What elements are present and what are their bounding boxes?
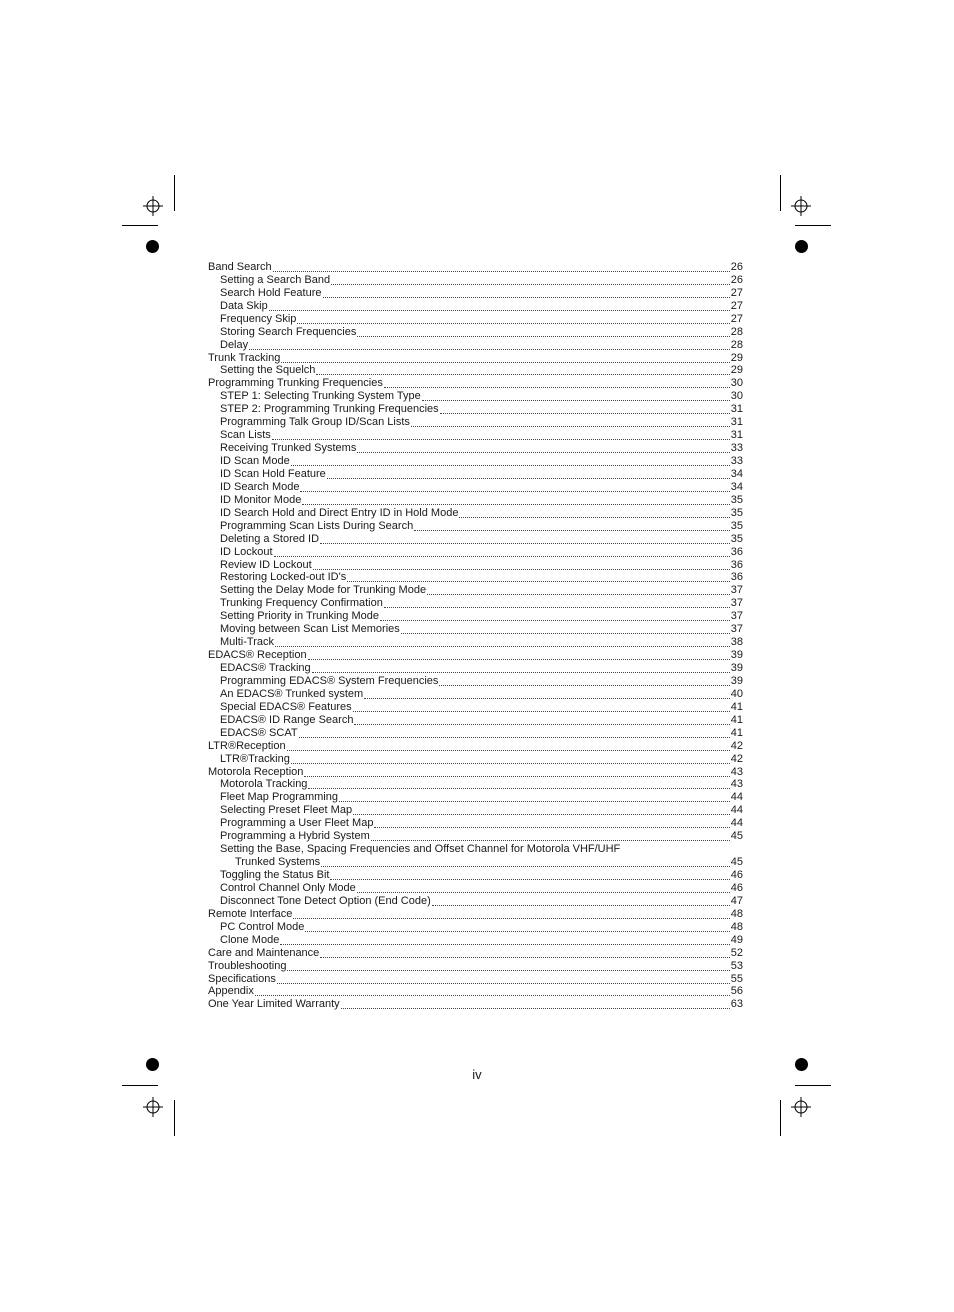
dot-leader [249,349,730,350]
toc-entry-page: 38 [730,636,743,649]
dot-leader [269,310,730,311]
dot-leader [302,504,729,505]
dot-leader [440,413,730,414]
toc-entry-page: 49 [730,933,743,946]
toc-entry-title: EDACS® ID Range Search [220,713,354,726]
dot-leader [401,633,730,634]
toc-entry-page: 35 [730,532,743,545]
toc-entry-page: 56 [730,985,743,998]
toc-entry[interactable] [208,494,743,507]
toc-entry[interactable] [208,584,743,597]
toc-entry-title: PC Control Mode [220,920,305,933]
dot-leader [357,892,730,893]
toc-entry-title: LTR®Tracking [220,752,290,765]
dot-leader [331,284,730,285]
toc-entry-title: EDACS® Reception [208,649,307,662]
dot-leader [299,737,730,738]
toc-entry-title: Remote Interface [208,907,293,920]
toc-entry[interactable] [208,416,743,429]
dot-leader [459,517,729,518]
toc-entry-title: Programming a User Fleet Map [220,817,374,830]
toc-entry-title: Delay [220,338,249,351]
toc-entry[interactable] [208,455,743,468]
dot-leader [274,556,730,557]
dot-leader [272,439,730,440]
toc-entry[interactable] [208,610,743,623]
toc-entry-page: 45 [730,856,743,869]
dot-leader [275,646,730,647]
toc-entry[interactable] [208,921,743,934]
toc-entry-title: Band Search [208,260,272,273]
toc-entry-page: 43 [730,778,743,791]
dot-leader [293,918,729,919]
toc-entry-page: 55 [730,972,743,985]
toc-entry[interactable] [208,947,743,960]
page-number: iv [472,1067,482,1082]
toc-entry[interactable] [208,339,743,352]
toc-entry[interactable] [208,481,743,494]
toc-entry[interactable] [208,662,743,675]
dot-leader [287,750,730,751]
toc-entry[interactable] [208,468,743,481]
toc-entry[interactable] [208,636,743,649]
toc-entry[interactable] [208,817,743,830]
dot-leader [297,323,729,324]
dot-leader [380,620,730,621]
dot-leader [353,711,730,712]
toc-entry[interactable] [208,261,743,274]
toc-entry[interactable] [208,649,743,662]
toc-entry-page: 44 [730,791,743,804]
toc-entry-title: Search Hold Feature [220,286,322,299]
toc-entry-title: Trunked Systems [235,856,321,869]
toc-entry-page: 31 [730,429,743,442]
dot-leader [320,543,730,544]
toc-entry-title: Multi-Track [220,636,274,649]
toc-entry-page: 48 [730,907,743,920]
toc-entry[interactable] [208,377,743,390]
dot-leader [347,581,730,582]
dot-leader [316,374,729,375]
toc-entry-title: STEP 1: Selecting Trunking System Type [220,390,421,403]
dot-leader [255,995,730,996]
registration-target-icon [143,1097,163,1117]
dot-leader [384,607,730,608]
toc-entry-title: ID Lockout [220,545,273,558]
toc-entry-page: 27 [730,312,743,325]
toc-entry-title: ID Monitor Mode [220,493,302,506]
toc-entry-page: 39 [730,674,743,687]
toc-entry[interactable] [208,869,743,882]
toc-entry-page: 44 [730,804,743,817]
toc-entry-page: 28 [730,325,743,338]
toc-entry-title: Clone Mode [220,933,280,946]
toc-entry-title: Motorola Tracking [220,778,308,791]
toc-entry[interactable] [208,507,743,520]
dot-leader [300,491,729,492]
toc-entry-title: Troubleshooting [208,959,287,972]
toc-entry-title: Moving between Scan List Memories [220,623,400,636]
dot-leader [308,788,729,789]
toc-entry[interactable] [208,313,743,326]
toc-entry-page: 46 [730,869,743,882]
toc-entry-title: Setting the Squelch [220,364,316,377]
toc-entry-title: Setting the Delay Mode for Trunking Mode [220,584,427,597]
toc-entry-title: Care and Maintenance [208,946,320,959]
toc-entry[interactable] [208,623,743,636]
dot-leader [341,1008,730,1009]
toc-entry-title: Setting a Search Band [220,273,331,286]
toc-entry-page: 39 [730,662,743,675]
registration-dot-icon [146,240,159,253]
toc-entry[interactable] [208,390,743,403]
dot-leader [371,840,730,841]
dot-leader [364,698,730,699]
toc-entry[interactable] [208,895,743,908]
toc-entry[interactable] [208,546,743,559]
toc-entry-page: 33 [730,442,743,455]
toc-entry[interactable] [208,352,743,365]
toc-entry-page: 26 [730,273,743,286]
toc-entry-title: Restoring Locked-out ID's [220,571,347,584]
toc-entry[interactable] [208,960,743,973]
toc-entry[interactable] [208,973,743,986]
toc-entry-page: 29 [730,364,743,377]
toc-entry[interactable] [208,882,743,895]
toc-entry[interactable] [208,779,743,792]
registration-dot-icon [795,240,808,253]
toc-entry-page: 40 [730,687,743,700]
toc-entry-page: 39 [730,649,743,662]
toc-entry-title: EDACS® SCAT [220,726,298,739]
toc-entry-page: 34 [730,467,743,480]
toc-entry[interactable] [208,998,743,1011]
toc-entry-title: Specifications [208,972,276,985]
dot-leader [357,452,729,453]
dot-leader [320,957,729,958]
toc-entry[interactable] [208,714,743,727]
toc-entry-title: Fleet Map Programming [220,791,338,804]
dot-leader [321,866,730,867]
toc-entry-title: Special EDACS® Features [220,700,352,713]
toc-entry-title: Scan Lists [220,429,271,442]
toc-entry[interactable] [208,429,743,442]
toc-entry-page: 27 [730,299,743,312]
toc-entry-title: Trunking Frequency Confirmation [220,597,383,610]
toc-entry-page: 46 [730,881,743,894]
toc-entry-page: 63 [730,998,743,1011]
toc-entry-title: Programming Talk Group ID/Scan Lists [220,416,410,429]
toc-entry-title: Setting Priority in Trunking Mode [220,610,379,623]
toc-entry-title: Programming a Hybrid System [220,830,370,843]
dot-leader [308,659,730,660]
registration-target-icon [791,196,811,216]
toc-entry-page: 33 [730,455,743,468]
toc-entry[interactable] [208,300,743,313]
dot-leader [305,931,729,932]
dot-leader [374,827,729,828]
toc-entry[interactable] [208,533,743,546]
toc-entry-page: 36 [730,545,743,558]
toc-entry[interactable] [208,934,743,947]
toc-entry-page: 37 [730,597,743,610]
toc-entry[interactable] [208,791,743,804]
toc-entry[interactable] [208,365,743,378]
toc-entry-page: 36 [730,558,743,571]
dot-leader [291,465,730,466]
toc-entry[interactable] [208,559,743,572]
dot-leader [280,944,729,945]
toc-entry[interactable] [208,856,743,869]
toc-entry-page: 26 [730,260,743,273]
toc-entry-title: Programming Trunking Frequencies [208,377,383,390]
toc-entry[interactable] [208,287,743,300]
toc-entry[interactable] [208,688,743,701]
dot-leader [327,478,730,479]
dot-leader [432,905,730,906]
toc-entry-page: 47 [730,894,743,907]
toc-entry-page: 42 [730,752,743,765]
toc-entry-title: Disconnect Tone Detect Option (End Code) [220,894,431,907]
toc-entry[interactable] [208,274,743,287]
toc-entry[interactable] [208,908,743,921]
toc-entry-title: Toggling the Status Bit [220,869,330,882]
toc-entry-page: 43 [730,765,743,778]
toc-entry-title: Deleting a Stored ID [220,532,320,545]
dot-leader [357,336,729,337]
toc-entry-page: 30 [730,377,743,390]
toc-entry-title: EDACS® Tracking [220,662,311,675]
toc-entry[interactable] [208,701,743,714]
toc-entry-page: 37 [730,610,743,623]
toc-entry-page: 27 [730,286,743,299]
dot-leader [353,814,730,815]
dot-leader [287,970,729,971]
registration-target-icon [791,1097,811,1117]
toc-entry-title: One Year Limited Warranty [208,998,340,1011]
toc-entry-page: 35 [730,519,743,532]
toc-entry[interactable] [208,520,743,533]
toc-entry-page: 35 [730,506,743,519]
dot-leader [304,776,729,777]
toc-entry[interactable] [208,843,743,856]
toc-entry-title: An EDACS® Trunked system [220,687,364,700]
toc-entry-title: Control Channel Only Mode [220,881,356,894]
toc-entry-page: 45 [730,830,743,843]
toc-entry[interactable] [208,804,743,817]
dot-leader [277,983,730,984]
toc-entry-title: Frequency Skip [220,312,297,325]
toc-entry-title: ID Scan Hold Feature [220,467,326,480]
toc-entry[interactable] [208,830,743,843]
toc-entry[interactable] [208,442,743,455]
toc-entry-page: 41 [730,700,743,713]
toc-entry-title: Storing Search Frequencies [220,325,357,338]
toc-entry-page: 42 [730,739,743,752]
toc-entry-title: Receiving Trunked Systems [220,442,357,455]
toc-entry-page: 41 [730,726,743,739]
toc-entry-page: 31 [730,416,743,429]
toc-entry-title: ID Search Mode [220,480,300,493]
toc-entry-title: Review ID Lockout [220,558,312,571]
dot-leader [273,271,730,272]
toc-entry-page: 48 [730,920,743,933]
dot-leader [291,763,730,764]
toc-entry-title: Appendix [208,985,254,998]
toc-entry-title: Selecting Preset Fleet Map [220,804,353,817]
toc-entry[interactable] [208,403,743,416]
toc-entry-page: 34 [730,480,743,493]
dot-leader [313,569,730,570]
toc-entry-title: ID Search Hold and Direct Entry ID in Hold Mode [220,506,459,519]
dot-leader [414,530,730,531]
dot-leader [330,879,729,880]
dot-leader [312,672,730,673]
toc-entry[interactable] [208,597,743,610]
toc-entry-page: 28 [730,338,743,351]
toc-entry-page: 37 [730,623,743,636]
toc-entry[interactable] [208,727,743,740]
toc-entry-page: 44 [730,817,743,830]
toc-entry-page: 41 [730,713,743,726]
registration-target-icon [143,196,163,216]
toc-entry-title: Programming Scan Lists During Search [220,519,414,532]
toc-entry-title: Setting the Base, Spacing Frequencies and Offset Channel for Motorola VHF/UHF [220,843,621,856]
dot-leader [354,724,729,725]
toc-entry-title: LTR®Reception [208,739,286,752]
dot-leader [384,387,730,388]
toc-entry-page: 31 [730,403,743,416]
table-of-contents [208,261,743,1011]
toc-entry[interactable] [208,766,743,779]
toc-entry-title: Programming EDACS® System Frequencies [220,674,439,687]
toc-entry[interactable] [208,753,743,766]
toc-entry-title: Trunk Tracking [208,351,281,364]
toc-entry-title: ID Scan Mode [220,455,290,468]
dot-leader [339,801,730,802]
toc-entry-title: STEP 2: Programming Trunking Frequencies [220,403,439,416]
toc-entry[interactable] [208,572,743,585]
toc-entry-page: 35 [730,493,743,506]
dot-leader [439,685,729,686]
toc-entry-title: Motorola Reception [208,765,304,778]
toc-entry[interactable] [208,675,743,688]
toc-entry-page: 37 [730,584,743,597]
toc-entry[interactable] [208,740,743,753]
toc-entry-page: 30 [730,390,743,403]
toc-entry-page: 52 [730,946,743,959]
dot-leader [281,362,729,363]
toc-entry[interactable] [208,326,743,339]
toc-entry-page: 29 [730,351,743,364]
dot-leader [427,594,730,595]
dot-leader [422,400,730,401]
dot-leader [323,297,730,298]
toc-entry-page: 53 [730,959,743,972]
toc-entry[interactable] [208,986,743,999]
toc-entry-title: Data Skip [220,299,268,312]
dot-leader [411,426,730,427]
toc-entry-page: 36 [730,571,743,584]
